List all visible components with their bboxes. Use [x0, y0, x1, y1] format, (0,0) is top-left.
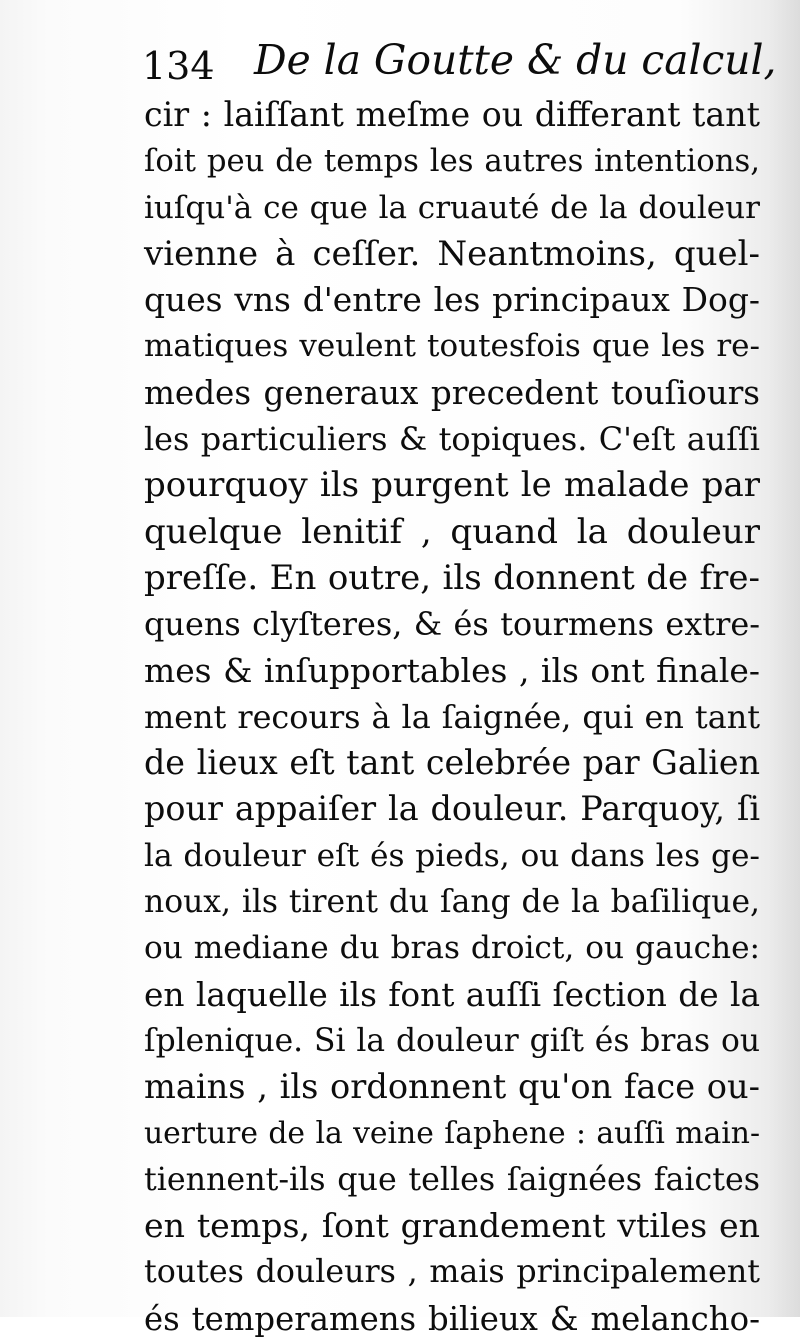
running-head	[142, 36, 782, 96]
text-line: ment recours à la ſaignée, qui en tant	[144, 697, 760, 736]
text-line: iuſqu'à ce que la cruauté de la douleur	[144, 189, 760, 226]
text-line: matiques veulent toutesfois que les re-	[144, 328, 760, 365]
running-title: De la Goutte & du calcul,	[254, 36, 777, 84]
text-line: quelque lenitif , quand la douleur	[144, 511, 760, 552]
text-line: ſoit peu de temps les autres intentions,	[144, 143, 760, 180]
text-line: mes & inſupportables , ils ont finale-	[144, 650, 760, 690]
text-line: medes generaux precedent touſiours	[144, 373, 760, 412]
text-line: cir : laiſſant meſme ou differant tant	[144, 95, 760, 134]
text-line: uerture de la veine ſaphene : auſſi main-	[144, 1115, 760, 1151]
text-line: pour appaiſer la douleur. Parquoy, ſi	[144, 789, 760, 829]
text-line: ques vns d'entre les principaux Dog-	[144, 280, 760, 320]
text-line: tiennent-ils que telles ſaignées faictes	[144, 1161, 760, 1198]
text-line: la douleur eſt és pieds, ou dans les ge-	[144, 837, 760, 874]
text-line: en temps, ſont grandement vtiles en	[144, 1206, 760, 1246]
text-line: és temperamens bilieux & melancho-	[144, 1299, 760, 1338]
text-line: de lieux eſt tant celebrée par Galien	[144, 743, 760, 783]
text-line: vienne à ceſſer. Neantmoins, quel-	[144, 233, 760, 274]
text-line: quens clyſteres, & és tourmens extre-	[144, 605, 760, 644]
body-text	[144, 92, 760, 1342]
text-line: en laquelle ils font auſſi ſection de la	[144, 975, 760, 1014]
text-line: ou mediane du bras droict, ou gauche:	[144, 930, 760, 967]
text-line: pourquoy ils purgent le malade par	[144, 465, 760, 506]
text-line: noux, ils tirent du ſang de la baſilique,	[144, 884, 760, 921]
text-line: les particuliers & topiques. C'eſt auſſi	[144, 420, 760, 459]
text-line: mains , ils ordonnent qu'on face ou-	[144, 1067, 760, 1107]
text-line: toutes douleurs , mais principalement	[144, 1254, 760, 1291]
text-line: preſſe. En outre, ils donnent de fre-	[144, 557, 760, 598]
text-line: ſplenique. Si la douleur giſt és bras ou	[144, 1022, 760, 1059]
page-number: 134	[142, 44, 215, 88]
